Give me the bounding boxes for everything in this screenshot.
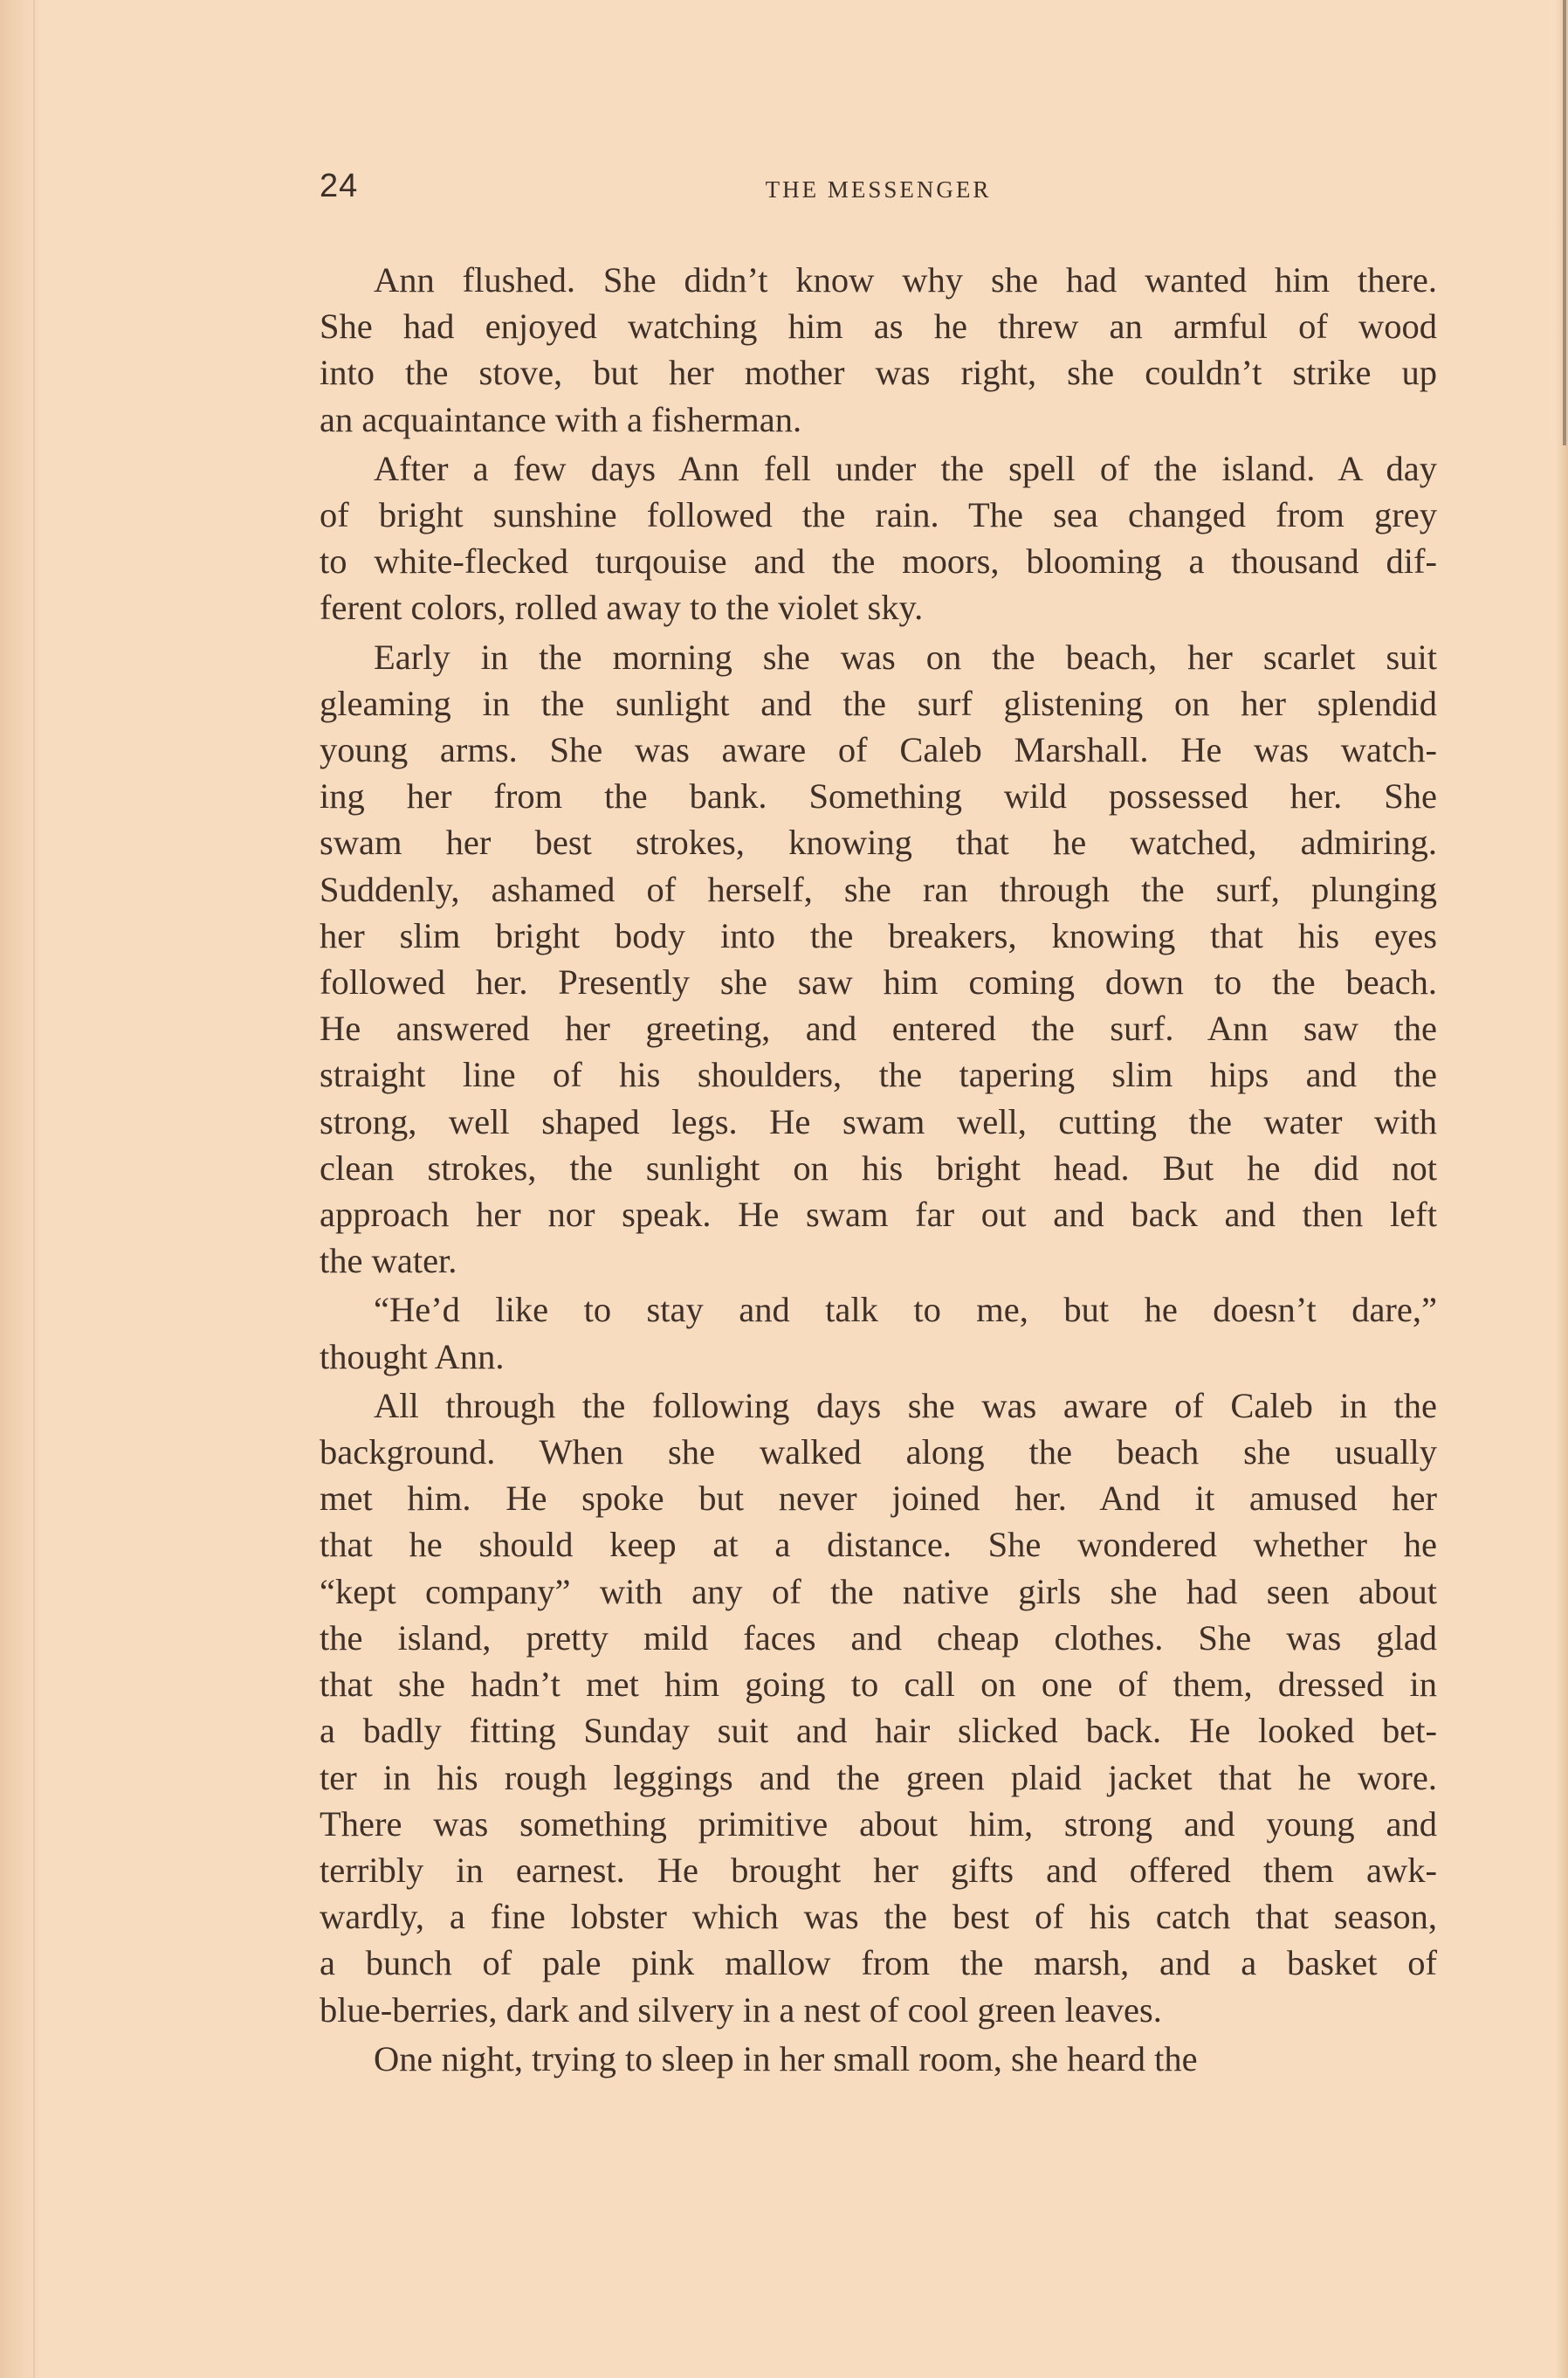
text-line: that he should keep at a distance. She wondered whether he xyxy=(320,1525,1437,1565)
text-line: straight line of his shoulders, the tapering slim hips and the xyxy=(320,1055,1437,1095)
text-line: “kept company” with any of the native girls she had seen about xyxy=(320,1571,1437,1611)
text-line: of bright sunshine followed the rain. The sea changed from grey xyxy=(320,495,1437,535)
text-line: He answered her greeting, and entered the surf. Ann saw the xyxy=(320,1009,1437,1049)
paragraph xyxy=(320,445,1437,631)
text-line: gleaming in the sunlight and the surf glistening on her splendid xyxy=(320,683,1437,723)
text-line: terribly in earnest. He brought her gifts and offered them awk- xyxy=(320,1850,1437,1890)
text-line: There was something primitive about him, strong and young and xyxy=(320,1803,1437,1844)
text-line: All through the following days she was aware of Caleb in the xyxy=(374,1385,1437,1425)
text-line: Suddenly, ashamed of herself, she ran through the surf, plunging xyxy=(320,869,1437,909)
text-line: swam her best strokes, knowing that he watched, admiring. xyxy=(320,823,1437,863)
paragraph xyxy=(320,2036,1437,2082)
page-edge-mark xyxy=(1563,0,1566,445)
paragraph xyxy=(320,257,1437,443)
page-number: 24 xyxy=(320,168,359,204)
text-line: young arms. She was aware of Caleb Marshall. He was watch- xyxy=(320,730,1437,770)
running-title: THE MESSENGER xyxy=(765,176,992,203)
text-line: ter in his rough leggings and the green plaid jacket that he wore. xyxy=(320,1757,1437,1797)
text-line: met him. He spoke but never joined her. And it amused her xyxy=(320,1478,1437,1519)
text-line: Early in the morning she was on the beach, her scarlet suit xyxy=(374,637,1437,677)
paragraph xyxy=(320,1382,1437,2033)
text-line: Ann flushed. She didn’t know why she had wanted him there. xyxy=(374,260,1437,300)
text-line: “He’d like to stay and talk to me, but he doesn’t dare,” xyxy=(374,1290,1437,1330)
text-line: ferent colors, rolled away to the violet sky. xyxy=(320,588,924,628)
text-line: ing her from the bank. Something wild possessed her. She xyxy=(320,776,1437,817)
text-line: wardly, a fine lobster which was the best of his catch that season, xyxy=(320,1897,1437,1937)
text-line: a bunch of pale pink mallow from the marsh, and a basket of xyxy=(320,1943,1437,1983)
text-line: She had enjoyed watching him as he threw an armful of wood xyxy=(320,307,1437,347)
text-line: After a few days Ann fell under the spell of the island. A day xyxy=(374,448,1437,488)
text-line: blue-berries, dark and silvery in a nest of cool green leaves. xyxy=(320,1989,1162,2030)
page-fold-line xyxy=(33,0,35,2378)
text-line: into the stove, but her mother was right, she couldn’t strike up xyxy=(320,353,1437,393)
text-line: that she hadn’t met him going to call on one of them, dressed in xyxy=(320,1665,1437,1705)
running-header xyxy=(320,168,1437,220)
text-line: an acquaintance with a fisherman. xyxy=(320,399,802,439)
text-line: her slim bright body into the breakers, knowing that his eyes xyxy=(320,915,1437,955)
page-left-edge xyxy=(0,0,42,2378)
text-line: One night, trying to sleep in her small room, she heard the xyxy=(374,2038,1198,2078)
text-line: thought Ann. xyxy=(320,1336,505,1376)
text-line: approach her nor speak. He swam far out and back and then left xyxy=(320,1195,1437,1235)
text-line: the water. xyxy=(320,1241,457,1281)
text-line: background. When she walked along the beach she usually xyxy=(320,1432,1437,1472)
text-line: followed her. Presently she saw him coming down to the beach. xyxy=(320,962,1437,1003)
text-line: the island, pretty mild faces and cheap clothes. She was glad xyxy=(320,1617,1437,1658)
paragraph xyxy=(320,634,1437,1285)
paragraph xyxy=(320,1286,1437,1379)
text-line: clean strokes, the sunlight on his bright head. But he did not xyxy=(320,1148,1437,1188)
text-line: a badly fitting Sunday suit and hair slicked back. He looked bet- xyxy=(320,1711,1437,1751)
text-line: to white-flecked turqouise and the moors, blooming a thousand dif- xyxy=(320,541,1437,582)
body-text xyxy=(320,257,1437,2082)
text-line: strong, well shaped legs. He swam well, cutting the water with xyxy=(320,1101,1437,1141)
